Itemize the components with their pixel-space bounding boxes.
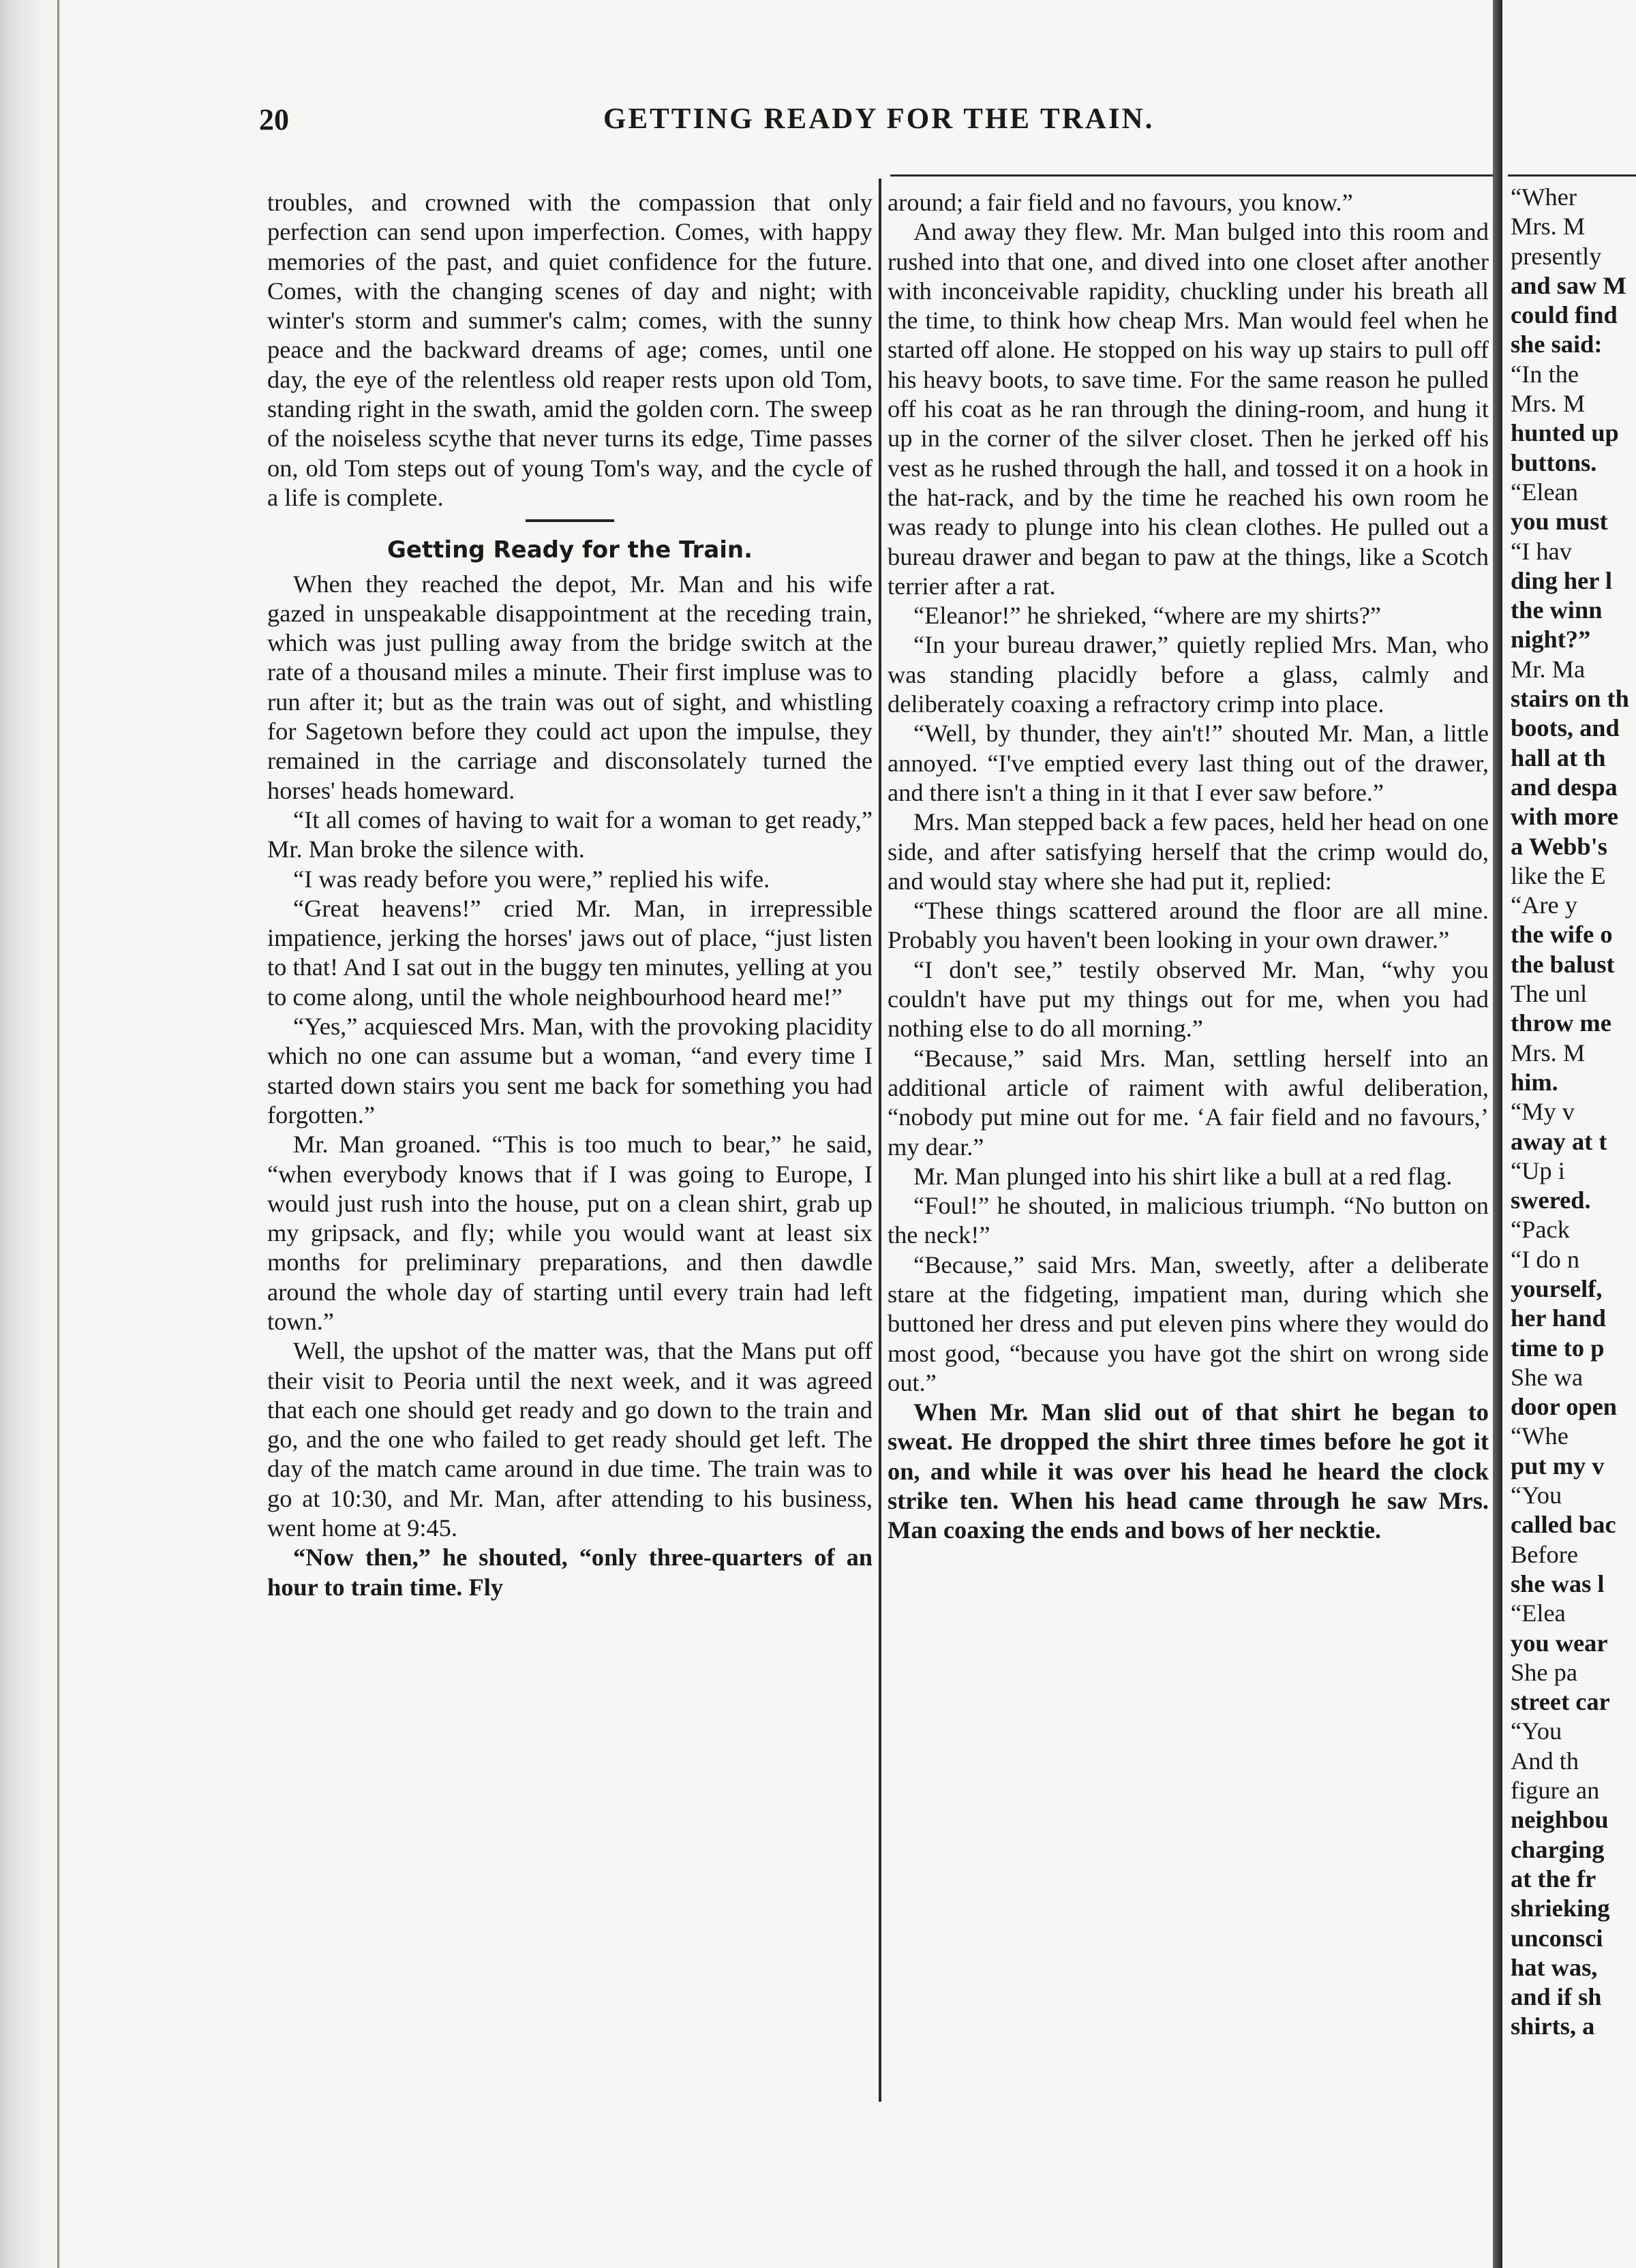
paragraph: “I was ready before you were,” replied his wife. — [293, 865, 770, 893]
top-rule — [890, 174, 1493, 177]
next-page-line: Mrs. M — [1511, 1039, 1586, 1067]
next-page-line: And th — [1511, 1747, 1579, 1775]
next-page-line: “I do n — [1511, 1245, 1580, 1273]
next-page-line: “Whe — [1511, 1422, 1569, 1450]
next-page-line: hunted up — [1511, 419, 1619, 447]
next-page-line: Mrs. M — [1511, 213, 1586, 241]
next-page-line: Before — [1511, 1540, 1579, 1568]
paragraph: around; a fair field and no favours, you know.” — [888, 189, 1353, 216]
next-page-line: Mrs. M — [1511, 390, 1586, 418]
next-page-line: like the E — [1511, 861, 1606, 889]
next-page-line: shrieking — [1511, 1895, 1610, 1922]
paragraph: “Great heavens!” cried Mr. Man, in irrepressible impatience, jerking the horses' jaws out of place, “just listen to that! And I sat out in the buggy ten minutes, yelling at you to come along, until the whole neighbourhood heard me!” — [267, 894, 873, 1011]
next-page-line: throw me — [1511, 1009, 1611, 1037]
paragraph: “Foul!” he shouted, in malicious triumph. “No button on the neck!” — [888, 1192, 1489, 1249]
page-gutter — [1493, 0, 1502, 2268]
next-page-lines — [1511, 183, 1636, 2042]
next-page-line: with more — [1511, 803, 1619, 831]
paragraph: And away they flew. Mr. Man bulged into this room and rushed into that one, and dived into one closet after another with inconceivable rapidity, chuckling under his breath all the time, to think how cheap Mrs. Man would feel when he started off alone. He stopped on his way up stairs to pull off his heavy boots, to save time. For the same reason he pulled off his coat as he ran through the dining-room, and hung it up in the corner of the silver closet. Then he jerked off his vest as he rushed through the hall, and tossed it on a hook in the hat-rack, and by the time he reached his own room he was ready to plunge into his clean clothes. He pulled out a bureau drawer and began to paw at the things, like a Scotch terrier after a rat. — [888, 218, 1489, 600]
next-page-line: She wa — [1511, 1363, 1584, 1391]
next-page-line: “You — [1511, 1482, 1562, 1510]
next-page-line: a Webb's — [1511, 832, 1607, 860]
column-divider — [879, 179, 881, 2102]
next-page-line: charging — [1511, 1835, 1605, 1863]
paragraph: “It all comes of having to wait for a woman to get ready,” Mr. Man broke the silence with. — [267, 806, 873, 863]
next-page-line: swered. — [1511, 1186, 1591, 1214]
paragraph: “Well, by thunder, they ain't!” shouted Mr. Man, a little annoyed. “I've emptied every last thing out of the drawer, and there isn't a thing in it that I ever saw before.” — [888, 720, 1489, 806]
next-page-line: door open — [1511, 1393, 1618, 1421]
page-number: 20 — [259, 103, 289, 136]
next-page-line: “Elea — [1511, 1599, 1566, 1627]
paragraph: Mr. Man plunged into his shirt like a bull at a red flag. — [913, 1162, 1453, 1190]
paragraph: “Eleanor!” he shrieked, “where are my shirts?” — [913, 602, 1382, 630]
next-page-line: you must — [1511, 508, 1608, 536]
next-page-line: street car — [1511, 1688, 1610, 1716]
book-binding — [0, 0, 42, 2268]
right-column — [888, 188, 1489, 1546]
next-page-fragment — [1502, 0, 1636, 2268]
next-page-line: “Pack — [1511, 1216, 1570, 1244]
next-page-line: her hand — [1511, 1304, 1606, 1332]
next-page-line: and despa — [1511, 773, 1618, 801]
next-page-line: stairs on th — [1511, 685, 1629, 713]
next-page-line: called bac — [1511, 1511, 1616, 1539]
next-page-line: and saw M — [1511, 271, 1626, 299]
next-page-line: could find — [1511, 301, 1618, 329]
next-page-line: “Are y — [1511, 891, 1577, 919]
next-page-line: boots, and — [1511, 714, 1620, 742]
next-page-line: figure an — [1511, 1777, 1600, 1805]
next-page-line: him. — [1511, 1068, 1558, 1096]
page-header — [259, 102, 1486, 143]
next-page-line: she was l — [1511, 1569, 1605, 1597]
next-page-line: “In the — [1511, 360, 1579, 388]
next-page-line: the winn — [1511, 596, 1603, 624]
next-page-line: hall at th — [1511, 744, 1606, 771]
next-page-line: “Wher — [1511, 183, 1577, 211]
next-page-line: the wife o — [1511, 921, 1613, 949]
next-page-line: you wear — [1511, 1629, 1608, 1657]
next-page-line: “My v — [1511, 1098, 1575, 1126]
next-page-line: time to p — [1511, 1334, 1605, 1362]
binding-edge — [57, 0, 59, 2268]
paragraph: “I don't see,” testily observed Mr. Man, “why you couldn't have put my things out for me, when you had nothing else to do all morning.” — [888, 955, 1489, 1043]
next-page-line: buttons. — [1511, 448, 1597, 476]
paragraph: troubles, and crowned with the compassion that only perfection can send upon imperfection. Comes, with happy memories of the past, and quiet confidence for the future. Comes, with the changing scenes of day and night; with winter's storm and summer's calm; comes, with the sunny peace and the backward dreams of age; comes, until one day, the eye of the relentless old reaper rests upon old Tom, standing right in the swath, amid the golden corn. The sweep of the noiseless scythe that never turns its edge, Time passes on, old Tom steps out of young Tom's way, and the cycle of a life is complete. — [267, 189, 873, 511]
next-page-line: unconsci — [1511, 1924, 1603, 1952]
paragraph: “Because,” said Mrs. Man, settling herself into an additional article of raiment with awful deliberation, “nobody put mine out for me. ‘A fair field and no favours,’ my dear.” — [888, 1044, 1489, 1161]
running-head: GETTING READY FOR THE TRAIN. — [603, 103, 1155, 135]
next-page-line: the balust — [1511, 950, 1615, 978]
next-page-line: The unl — [1511, 980, 1588, 1008]
next-page-line: at the fr — [1511, 1865, 1596, 1892]
paragraph: Mr. Man groaned. “This is too much to bear,” he said, “when everybody knows that if I was going to Europe, I would just rush into the house, put on a clean shirt, grab up my gripsack, and fly; while you would want at least six months for preliminary preparations, and then dawdle around the whole day of starting until every train had left town.” — [267, 1131, 873, 1335]
section-title: Getting Ready for the Train. — [387, 536, 753, 564]
next-page-line: yourself, — [1511, 1274, 1603, 1302]
left-column — [267, 188, 873, 1602]
section-rule — [526, 519, 614, 522]
next-page-line: hat was, — [1511, 1953, 1598, 1981]
next-page-rule — [1508, 174, 1636, 177]
next-page-line: neighbou — [1511, 1806, 1609, 1834]
next-page-line: ding her l — [1511, 566, 1612, 594]
next-page-line: presently — [1511, 242, 1602, 270]
paragraph: “These things scattered around the floor are all mine. Probably you haven't been looking in your own drawer.” — [888, 897, 1489, 954]
next-page-line: away at t — [1511, 1127, 1607, 1155]
next-page-line: “Up i — [1511, 1156, 1565, 1184]
paragraph: When they reached the depot, Mr. Man and his wife gazed in unspeakable disappointment at the receding train, which was just pulling away from the bridge switch at the rate of a thousand miles a minute. Their first impluse was to run after it; but as the train was out of sight, and whistling for Sagetown before they could act upon the impulse, they remained in the carriage and disconsolately turned the horses' heads homeward. — [267, 570, 873, 804]
next-page-line: “I hav — [1511, 537, 1572, 565]
next-page-line: She pa — [1511, 1658, 1578, 1686]
paragraph: Well, the upshot of the matter was, that the Mans put off their visit to Peoria until the next week, and it was agreed that each one should get ready and go down to the train and go, and the one who failed to get ready should get left. The day of the match came around in due time. The train was to go at 10:30, and Mr. Man, after attending to his business, went home at 9:45. — [267, 1337, 873, 1542]
paragraph: “In your bureau drawer,” quietly replied Mrs. Man, who was standing placidly before a glass, calmly and deliberately coaxing a refractory crimp into place. — [888, 631, 1489, 718]
paragraph: When Mr. Man slid out of that shirt he began to sweat. He dropped the shirt three times before he got it on, and while it was over his head he heard the clock strike ten. When his head came through he saw Mrs. Man coaxing the ends and bows of her necktie. — [888, 1398, 1489, 1544]
next-page-line: “You — [1511, 1717, 1562, 1745]
paragraph: Mrs. Man stepped back a few paces, held her head on one side, and after satisfying herself that the crimp would do, and would stay where she had put it, replied: — [888, 808, 1489, 895]
next-page-line: Mr. Ma — [1511, 655, 1586, 683]
paragraph: “Because,” said Mrs. Man, sweetly, after a deliberate stare at the fidgeting, impatient man, during which she buttoned her dress and put eleven pins where they would do most good, “because you have got the shirt on wrong side out.” — [888, 1251, 1489, 1396]
paragraph: “Yes,” acquiesced Mrs. Man, with the provoking placidity which no one can assume but a woman, “and every time I started down stairs you sent me back for something you had forgotten.” — [267, 1013, 873, 1129]
paragraph: “Now then,” he shouted, “only three-quarters of an hour to train time. Fly — [267, 1544, 873, 1601]
next-page-line: night?” — [1511, 626, 1591, 654]
next-page-line: put my v — [1511, 1452, 1605, 1480]
next-page-line: “Elean — [1511, 478, 1578, 506]
next-page-line: and if sh — [1511, 1983, 1602, 2011]
next-page-line: shirts, a — [1511, 2012, 1595, 2040]
next-page-line: she said: — [1511, 331, 1603, 358]
